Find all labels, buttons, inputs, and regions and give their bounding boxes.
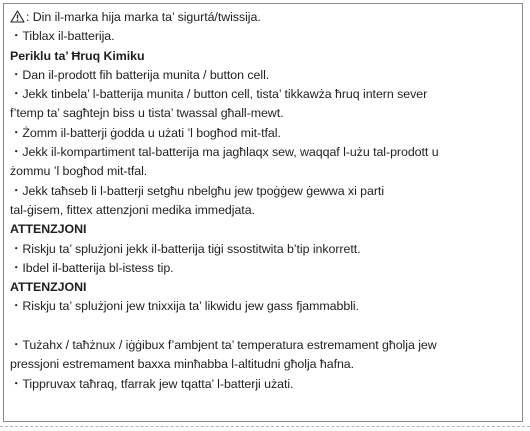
text-line: ・Jekk il-kompartiment tal-batterija ma jagħlaqx sew, waqqaf l-użu tal-prodott u — [10, 145, 439, 160]
battery-warning-notice — [3, 3, 523, 422]
page-bottom-edge — [0, 426, 530, 427]
warning-line-text: : Din il-marka hija marka ta’ sigurtá/twissija. — [26, 10, 261, 24]
text-line: ・Jekk tinbela’ l-batterija munita / button cell, tista’ tikkawża ħruq intern sever — [10, 87, 428, 102]
text-line: tal-ġisem, fittex attenzjoni medika immedjata. — [10, 202, 255, 217]
text-line: ・Dan il-prodott fih batterija munita / button cell. — [10, 67, 270, 82]
text-line: ・Jekk taħseb li l-batterji setgħu nbelgħu jew tpoġġew ġewwa xi parti — [10, 183, 385, 198]
warning-line — [10, 8, 516, 27]
text-line: pressjoni estremament baxxa minħabba l-altitudni għolja ħafna. — [10, 357, 355, 372]
text-line: ・Tużahx / taħżnux / iġġibux f’ambjent ta’ temperatura estremament għolja jew — [10, 338, 437, 353]
text-line: f’temp ta’ sagħtejn biss u tista’ twassal għall-mewt. — [10, 106, 284, 121]
text-line: ・Riskju ta’ splużjoni jew tnixxija ta’ likwidu jew gass fjammabbli. — [10, 299, 359, 314]
section-heading: ATTENZJONI — [10, 222, 87, 237]
text-line: ・Tippruvax taħraq, tfarrak jew tqatta’ l-batterji użati. — [10, 376, 294, 391]
blank-line — [10, 317, 516, 336]
warning-triangle-icon — [10, 10, 25, 23]
text-line: ・Ibdel il-batterija bl-istess tip. — [10, 260, 174, 275]
text-line: żommu ’l bogħod mit-tfal. — [10, 164, 148, 179]
section-heading: ATTENZJONI — [10, 280, 87, 295]
section-heading: Periklu ta’ Ħruq Kimiku — [10, 48, 145, 63]
text-line: ・Żomm il-batterji ġodda u użati ’l bogħod mit-tfal. — [10, 125, 281, 140]
text-line: ・Tiblax il-batterija. — [10, 29, 115, 44]
text-line: ・Riskju ta’ splużjoni jekk il-batterija tiġi ssostitwita b’tip inkorrett. — [10, 241, 361, 256]
